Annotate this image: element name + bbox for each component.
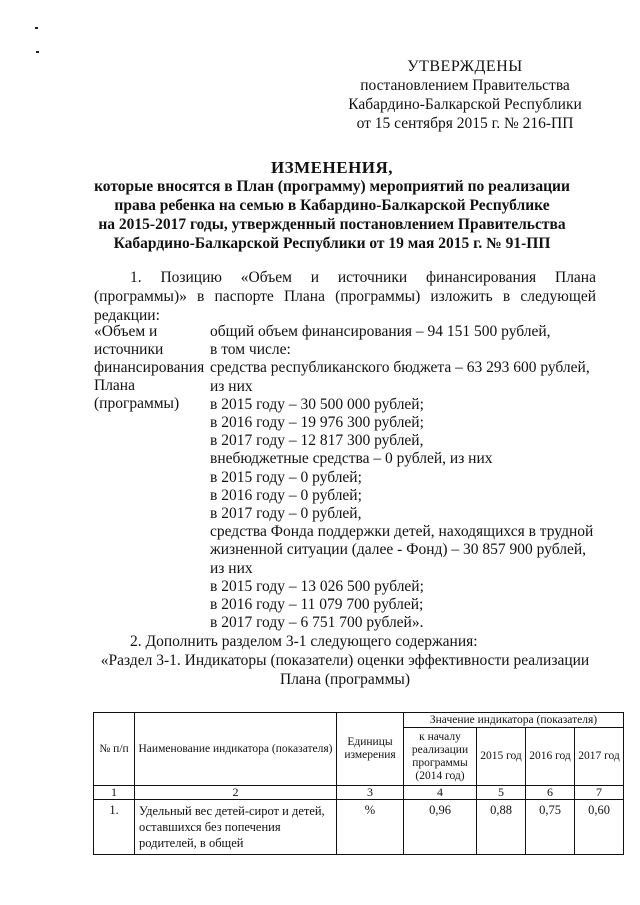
funding-line: в 2015 году – 13 026 500 рублей; bbox=[210, 577, 424, 595]
position-label bbox=[94, 323, 209, 413]
funding-line: средства республиканского бюджета – 63 293 600 рублей, bbox=[210, 359, 590, 377]
approval-line: от 15 сентября 2015 г. № 216-ПП bbox=[356, 115, 574, 132]
scan-mark bbox=[36, 51, 39, 53]
approval-line: Кабардино-Балкарской Республики bbox=[348, 96, 582, 113]
section-heading-line: «Раздел 3-1. Индикаторы (показатели) оценки эффективности реализации bbox=[100, 652, 590, 669]
funding-line: в 2017 году – 0 рублей, bbox=[210, 505, 362, 523]
row-unit: % bbox=[337, 800, 404, 855]
funding-line: из них bbox=[210, 377, 253, 395]
funding-line: в 2017 году – 12 817 300 рублей, bbox=[210, 432, 424, 450]
header-unit: Единицы измерения bbox=[337, 713, 404, 786]
column-number: 6 bbox=[526, 786, 575, 800]
column-number: 7 bbox=[575, 786, 624, 800]
header-2016: 2016 год bbox=[526, 728, 575, 786]
row-2016-value: 0,75 bbox=[526, 800, 575, 855]
title-line: которые вносятся в План (программу) мероприятий по реализации bbox=[94, 178, 570, 195]
row-no: 1. bbox=[94, 800, 135, 855]
label-line: источники bbox=[94, 341, 164, 358]
indicators-table bbox=[93, 712, 624, 855]
position-text bbox=[210, 323, 600, 632]
scan-mark bbox=[35, 27, 38, 29]
label-line: (программы) bbox=[94, 395, 180, 412]
column-number: 5 bbox=[477, 786, 526, 800]
row-2015-value: 0,88 bbox=[477, 800, 526, 855]
document-title bbox=[92, 158, 572, 253]
column-number: 2 bbox=[135, 786, 337, 800]
funding-line: в 2015 году – 0 рублей; bbox=[210, 468, 362, 486]
funding-line: жизненной ситуации (далее - Фонд) – 30 857 900 рублей, bbox=[210, 541, 587, 559]
funding-line: в 2017 году – 6 751 700 рублей». bbox=[210, 614, 424, 632]
funding-line: внебюджетные средства – 0 рублей, из них bbox=[210, 450, 493, 468]
approval-line: постановлением Правительства bbox=[360, 77, 570, 94]
funding-line: средства Фонда поддержки детей, находящихся в трудной bbox=[210, 523, 594, 541]
section-heading bbox=[94, 651, 596, 689]
funding-line: из них bbox=[210, 559, 253, 577]
row-start-value: 0,96 bbox=[404, 800, 477, 855]
section-heading-line: Плана (программы) bbox=[280, 671, 410, 688]
title-line: Кабардино-Балкарской Республики от 19 мая 2015 г. № 91-ПП bbox=[113, 235, 551, 252]
header-group: Значение индикатора (показателя) bbox=[404, 713, 624, 728]
title-line: ИЗМЕНЕНИЯ, bbox=[270, 158, 394, 177]
approval-heading: УТВЕРЖДЕНЫ bbox=[407, 58, 523, 75]
header-2017: 2017 год bbox=[575, 728, 624, 786]
approval-block bbox=[330, 57, 600, 133]
header-name: Наименование индикатора (показателя) bbox=[135, 713, 337, 786]
paragraph-1: 1. Позицию «Объем и источники финансирования Плана (программы)» в паспорте Плана (программы) изложить в следующей редакции: bbox=[94, 269, 596, 324]
label-line: «Объем и bbox=[94, 323, 158, 340]
funding-line: в 2016 году – 19 976 300 рублей; bbox=[210, 414, 424, 432]
label-line: финансирования bbox=[94, 359, 205, 376]
title-line: на 2015-2017 годы, утвержденный постановлением Правительства bbox=[98, 216, 566, 233]
header-start: к началу реализации программы (2014 год) bbox=[404, 728, 477, 786]
paragraph-2: 2. Дополнить разделом 3-1 следующего содержания: bbox=[130, 633, 478, 650]
funding-line: в 2015 году – 30 500 000 рублей; bbox=[210, 395, 424, 413]
funding-line: в том числе: bbox=[210, 341, 291, 359]
column-number: 4 bbox=[404, 786, 477, 800]
label-line: Плана bbox=[94, 377, 135, 394]
row-name: Удельный вес детей-сирот и детей, оставшихся без попечения родителей, в общей bbox=[135, 800, 337, 855]
title-line: права ребенка на семью в Кабардино-Балкарской Республике bbox=[114, 197, 550, 214]
funding-line: общий объем финансирования – 94 151 500 рублей, bbox=[210, 323, 551, 340]
header-2015: 2015 год bbox=[477, 728, 526, 786]
funding-line: в 2016 году – 11 079 700 рублей; bbox=[210, 596, 424, 614]
row-2017-value: 0,60 bbox=[575, 800, 624, 855]
header-no: № п/п bbox=[94, 713, 135, 786]
funding-line: в 2016 году – 0 рублей; bbox=[210, 486, 362, 504]
column-number: 1 bbox=[94, 786, 135, 800]
column-number: 3 bbox=[337, 786, 404, 800]
